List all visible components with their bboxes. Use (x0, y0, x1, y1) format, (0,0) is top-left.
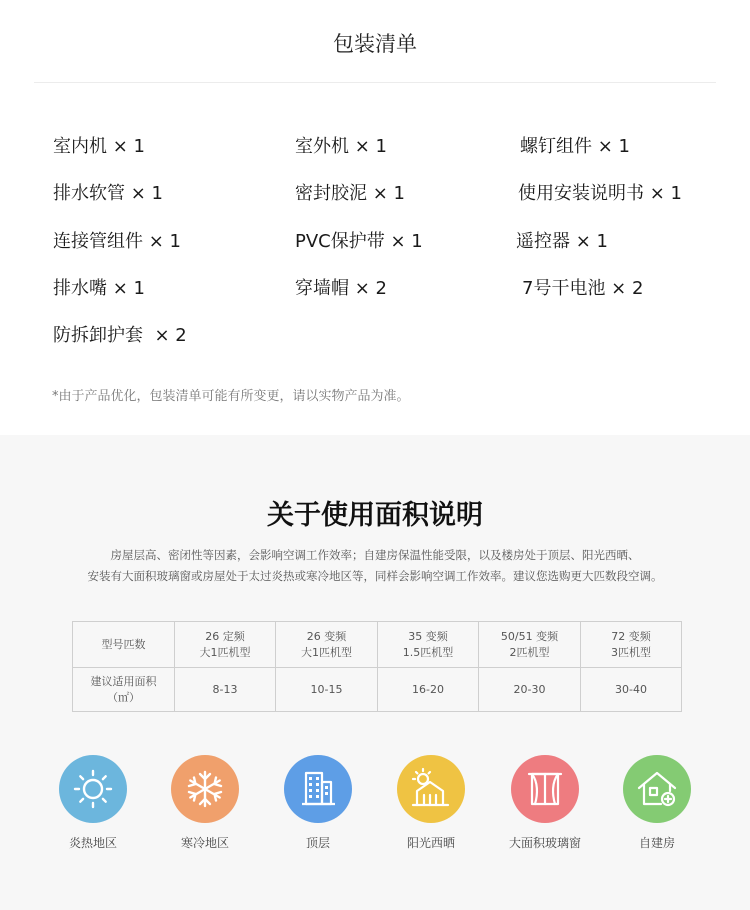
list-item: 连接管组件 × 1 (53, 231, 181, 252)
list-item: 7号干电池 × 2 (522, 278, 644, 299)
table-cell: 26 定频 大1匹机型 (175, 622, 276, 668)
table-row (73, 622, 682, 668)
table-cell: 16-20 (378, 668, 479, 712)
table-row (73, 668, 682, 712)
building-icon (284, 755, 352, 823)
list-item: 遥控器 × 1 (516, 231, 608, 252)
list-item: 室外机 × 1 (295, 136, 387, 157)
condition-label: 阳光西晒 (406, 836, 455, 850)
table-cell: 50/51 变频 2匹机型 (479, 622, 581, 668)
usage-description-line-2: 安装有大面积玻璃窗或房屋处于太过炎热或寒冷地区等，同样会影响空调工作效率。建议您选购更大匹数段空调。 (87, 569, 663, 583)
table-cell: 35 变频 1.5匹机型 (378, 622, 479, 668)
list-item: 防拆卸护套 × 2 (53, 325, 187, 346)
list-item: PVC保护带 × 1 (295, 231, 423, 252)
table-header-cell: 型号匹数 (73, 622, 175, 668)
usage-title: 关于使用面积说明 (267, 500, 483, 531)
packing-list-title: 包装清单 (333, 32, 417, 56)
condition-label: 自建房 (638, 836, 675, 850)
house-icon (623, 755, 691, 823)
list-item: 使用安装说明书 × 1 (518, 183, 682, 204)
table-cell: 30-40 (581, 668, 682, 712)
condition-label: 顶层 (305, 836, 330, 850)
list-item: 穿墙帽 × 2 (295, 278, 387, 299)
table-cell: 20-30 (479, 668, 581, 712)
table-cell: 8-13 (175, 668, 276, 712)
divider (34, 82, 716, 83)
list-item: 室内机 × 1 (53, 136, 145, 157)
snowflake-icon (171, 755, 239, 823)
packing-note: *由于产品优化，包装清单可能有所变更，请以实物产品为准。 (52, 389, 410, 404)
condition-label: 炎热地区 (68, 836, 117, 850)
table-cell: 72 变频 3匹机型 (581, 622, 682, 668)
table-cell: 26 变频 大1匹机型 (276, 622, 378, 668)
list-item: 密封胶泥 × 1 (295, 183, 405, 204)
list-item: 排水嘴 × 1 (53, 278, 145, 299)
condition-label: 寒冷地区 (180, 836, 229, 850)
condition-icons (0, 755, 750, 855)
sunny-building-icon (397, 755, 465, 823)
sun-icon (59, 755, 127, 823)
list-item: 螺钉组件 × 1 (520, 136, 630, 157)
list-item: 排水软管 × 1 (53, 183, 163, 204)
condition-label: 大面积玻璃窗 (508, 836, 581, 850)
usage-area-section (0, 435, 750, 910)
usage-description-line-1: 房屋层高、密闭性等因素，会影响空调工作效率；自建房保温性能受限，以及楼房处于顶层、阳光西晒、 (110, 548, 640, 562)
area-table (72, 621, 682, 712)
window-curtain-icon (511, 755, 579, 823)
packing-list-section (0, 0, 750, 435)
table-header-cell: 建议适用面积 （㎡） (73, 668, 175, 712)
table-cell: 10-15 (276, 668, 378, 712)
